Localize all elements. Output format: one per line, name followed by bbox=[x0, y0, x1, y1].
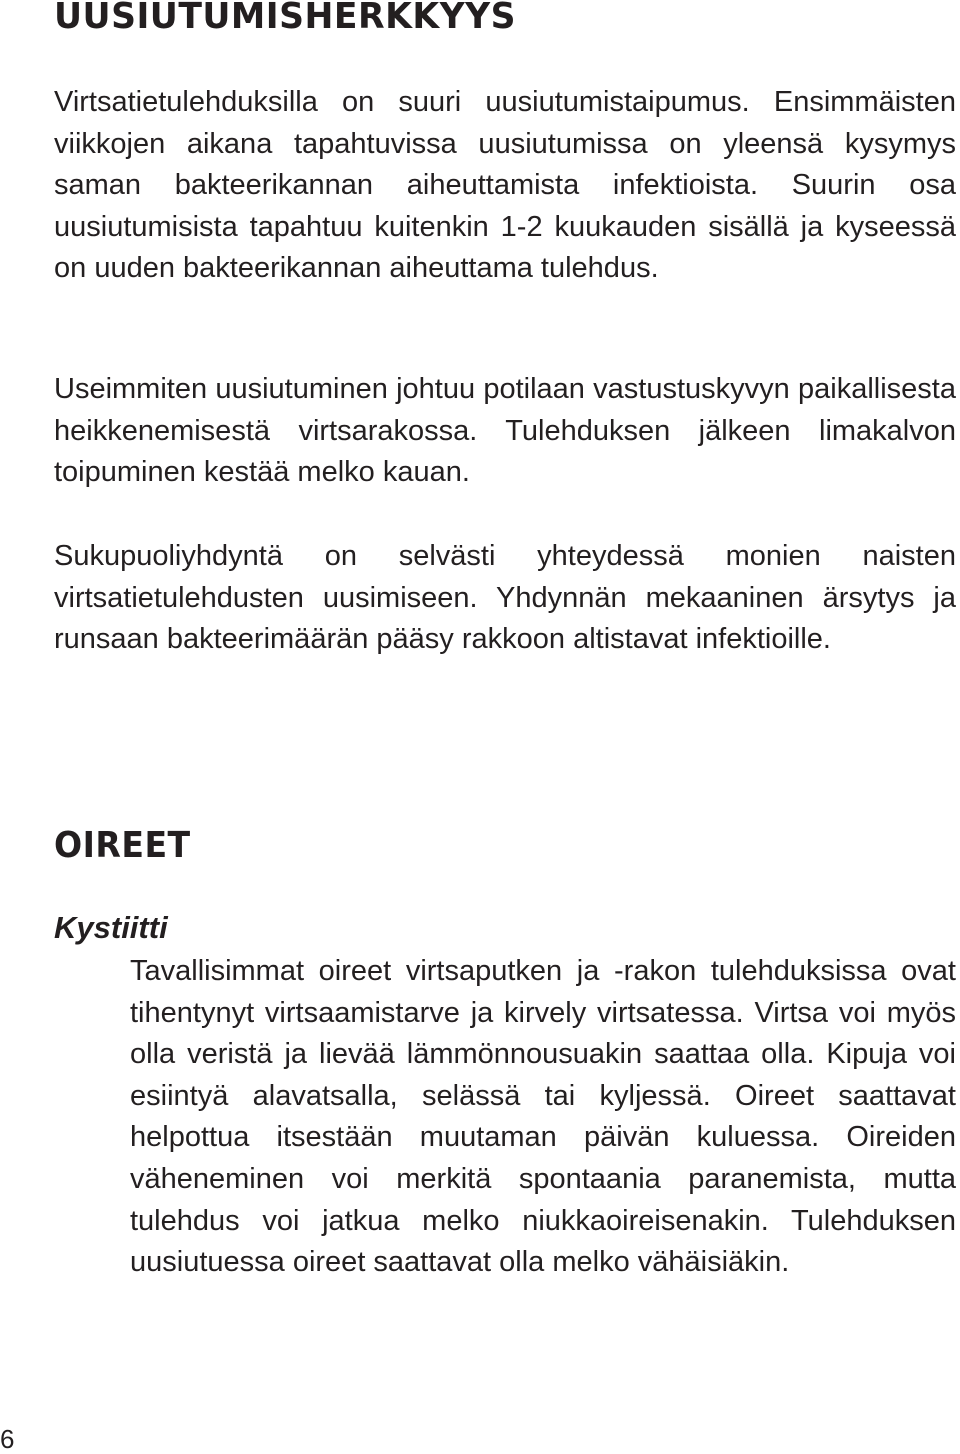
recurrence-paragraph-3: Sukupuoliyhdyntä on selvästi yhteydessä monien naisten virtsatietulehdusten uusimiseen. Yhdynnän mekaaninen ärsytys ja runsaan bakteerimäärän pääsy rakkoon altistavat infektioille. bbox=[54, 540, 956, 656]
subsection-title-cystitis: Kystiitti bbox=[54, 910, 168, 945]
page-number: 6 bbox=[0, 1424, 15, 1454]
section-title-recurrence: UUSIUTUMISHERKKYYS bbox=[54, 0, 517, 37]
recurrence-paragraph-2: Useimmiten uusiutuminen johtuu potilaan vastustuskyvyn paikallisesta heikkenemisestä virtsarakossa. Tulehduksen jälkeen limakalvon toipuminen kestää melko kauan. bbox=[54, 373, 956, 489]
section-title-symptoms: OIREET bbox=[54, 825, 191, 866]
cystitis-paragraph: Tavallisimmat oireet virtsaputken ja -rakon tulehduksissa ovat tihentynyt virtsaamistarve ja kirvely virtsatessa. Virtsa voi myös olla veristä ja lievää lämmönnousuakin saattaa olla. Kipuja voi esiintyä alavatsalla, selässä tai kyljessä. Oireet saattavat helpottua itsestään muutaman päivän kuluessa. Oireiden väheneminen voi merkitä spontaania paranemista, mutta tulehdus voi jatkua melko niukkaoireisenakin. Tulehduksen uusiutuessa oireet saattavat olla melko vähäisiäkin. bbox=[130, 955, 956, 1279]
recurrence-paragraph-1: Virtsatietulehduksilla on suuri uusiutumistaipumus. Ensimmäisten viikkojen aikana tapahtuvissa uusiutumissa on yleensä kysymys saman bakteerikannan aiheuttamista infektioista. Suurin osa uusiutumisista tapahtuu kuitenkin 1-2 kuukauden sisällä ja kyseessä on uuden bakteerikannan aiheuttama tulehdus. bbox=[54, 86, 956, 285]
